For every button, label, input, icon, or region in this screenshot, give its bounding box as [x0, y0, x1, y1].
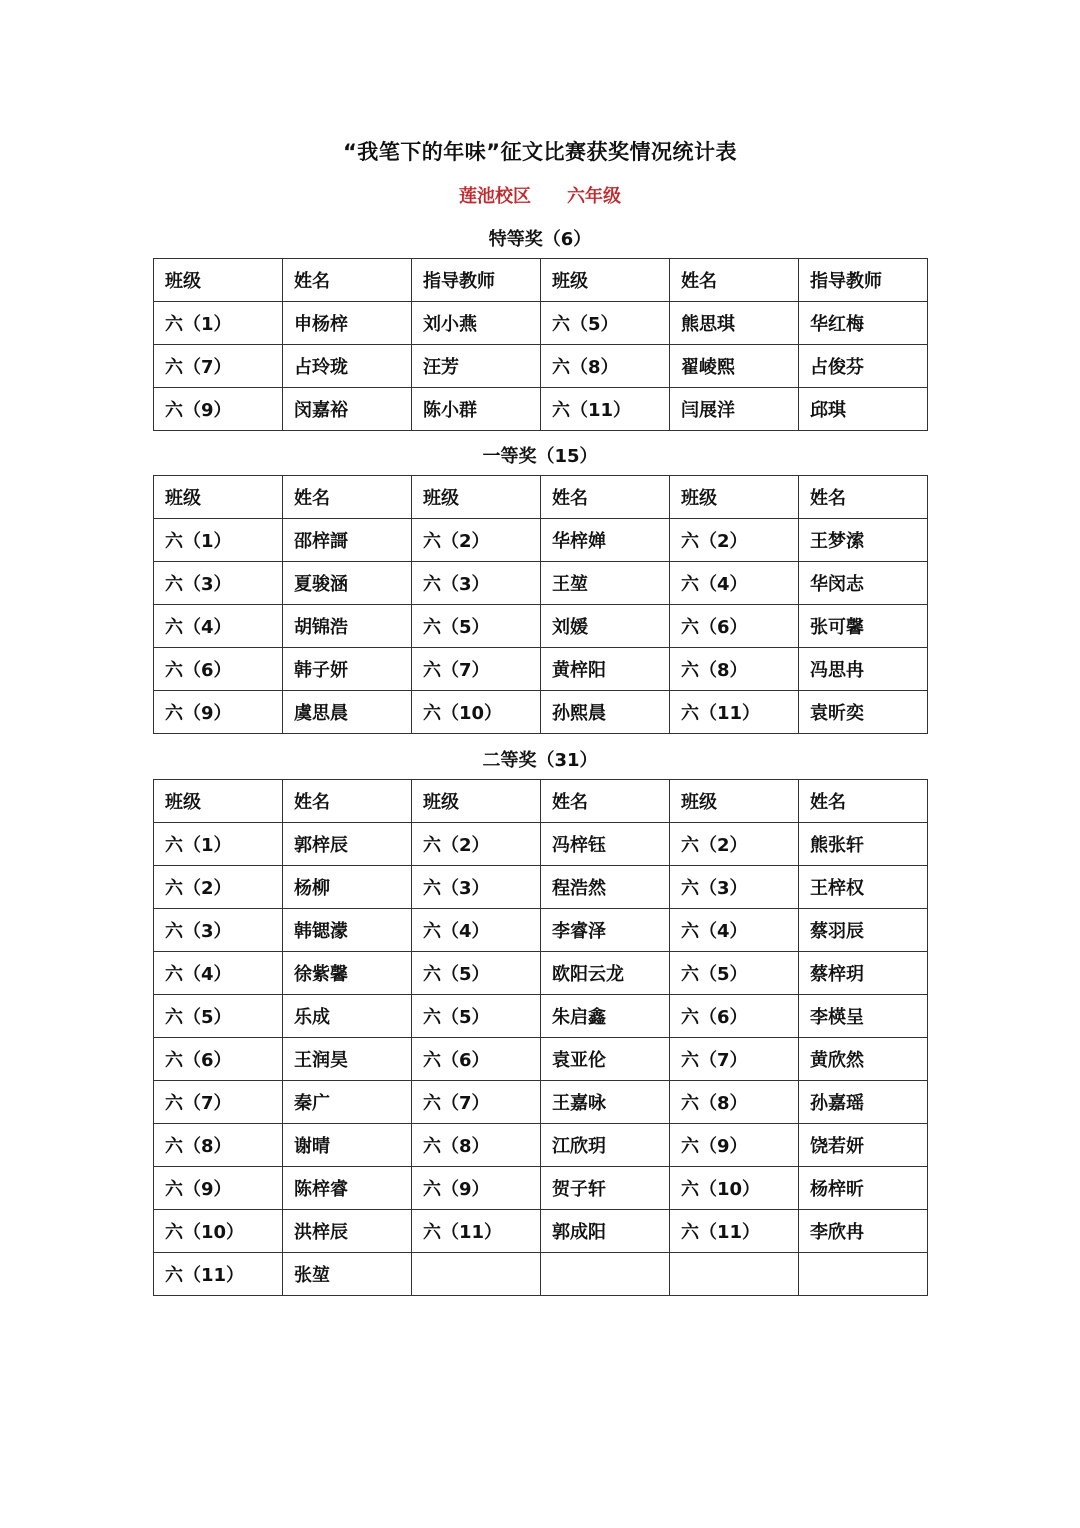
table-cell: 六（6） [670, 605, 799, 648]
table-cell: 蔡羽辰 [799, 909, 928, 952]
table-row [154, 345, 928, 388]
table-cell: 袁昕奕 [799, 691, 928, 734]
table-row [154, 909, 928, 952]
table-cell: 六（4） [412, 909, 541, 952]
table-row [154, 519, 928, 562]
column-header: 班级 [541, 259, 670, 302]
column-header: 班级 [154, 780, 283, 823]
table-cell: 六（10） [412, 691, 541, 734]
table-cell: 张堃 [283, 1253, 412, 1296]
table-cell: 六（6） [670, 995, 799, 1038]
table-row [154, 866, 928, 909]
grade-label: 六年级 [567, 186, 621, 207]
table-cell [799, 1253, 928, 1296]
table-cell: 六（2） [670, 823, 799, 866]
table-cell: 黄欣然 [799, 1038, 928, 1081]
class-cell: 朱启鑫 [541, 995, 670, 1038]
class-cell: 六（5） [541, 302, 670, 345]
table-cell: 杨柳 [283, 866, 412, 909]
table-cell: 洪梓辰 [283, 1210, 412, 1253]
class-cell: 六（7） [154, 1081, 283, 1124]
table-cell: 王梦溹 [799, 519, 928, 562]
table-cell: 熊思琪 [670, 302, 799, 345]
table-cell: 徐紫馨 [283, 952, 412, 995]
table-cell: 熊张轩 [799, 823, 928, 866]
table-cell: 占玲珑 [283, 345, 412, 388]
table-cell: 陈小群 [412, 388, 541, 431]
table-cell: 郭梓辰 [283, 823, 412, 866]
class-cell: 六（5） [154, 995, 283, 1038]
table-cell: 邱琪 [799, 388, 928, 431]
table-cell: 六（8） [670, 1081, 799, 1124]
table-cell: 刘小燕 [412, 302, 541, 345]
table-cell: 韩锶濛 [283, 909, 412, 952]
class-cell: 冯梓钰 [541, 823, 670, 866]
table-cell: 六（8） [412, 1124, 541, 1167]
table-header-row [154, 780, 928, 823]
table-cell: 翟崚熙 [670, 345, 799, 388]
table-cell: 六（5） [412, 995, 541, 1038]
column-header: 指导教师 [412, 259, 541, 302]
special-award-heading: 特等奖（6） [488, 229, 592, 250]
campus-label: 莲池校区 [459, 186, 531, 207]
class-cell: 六（3） [154, 909, 283, 952]
table-cell: 六（3） [670, 866, 799, 909]
table-cell: 夏骏涵 [283, 562, 412, 605]
table-cell: 六（11） [412, 1210, 541, 1253]
class-cell: 六（8） [154, 1124, 283, 1167]
class-cell: 程浩然 [541, 866, 670, 909]
table-cell: 六（11） [670, 1210, 799, 1253]
table-cell: 华闵志 [799, 562, 928, 605]
column-header: 姓名 [283, 476, 412, 519]
column-header: 姓名 [799, 476, 928, 519]
column-header: 姓名 [541, 780, 670, 823]
document-title: “我笔下的年味”征文比赛获奖情况统计表 [342, 140, 738, 164]
class-cell: 六（1） [154, 519, 283, 562]
table-cell: 王润昊 [283, 1038, 412, 1081]
column-header: 姓名 [283, 780, 412, 823]
class-cell: 六（1） [154, 823, 283, 866]
table-cell: 谢晴 [283, 1124, 412, 1167]
class-cell [541, 1253, 670, 1296]
class-cell: 袁亚伦 [541, 1038, 670, 1081]
column-header: 姓名 [670, 259, 799, 302]
class-cell: 六（10） [154, 1210, 283, 1253]
column-header: 班级 [412, 780, 541, 823]
table-cell: 李楧呈 [799, 995, 928, 1038]
table-cell: 六（9） [412, 1167, 541, 1210]
class-cell: 郭成阳 [541, 1210, 670, 1253]
table-cell: 六（4） [670, 562, 799, 605]
table-cell: 六（2） [412, 823, 541, 866]
table-row [154, 1210, 928, 1253]
class-cell: 贺子轩 [541, 1167, 670, 1210]
column-header: 指导教师 [799, 259, 928, 302]
column-header: 班级 [670, 476, 799, 519]
table-cell: 邵梓謌 [283, 519, 412, 562]
table-cell: 虞思晨 [283, 691, 412, 734]
class-cell: 六（2） [154, 866, 283, 909]
class-cell: 六（11） [541, 388, 670, 431]
table-cell: 华红梅 [799, 302, 928, 345]
class-cell: 六（4） [154, 952, 283, 995]
table-cell: 六（7） [670, 1038, 799, 1081]
column-header: 班级 [670, 780, 799, 823]
table-cell: 六（3） [412, 866, 541, 909]
column-header: 班级 [154, 476, 283, 519]
class-cell: 孙熙晨 [541, 691, 670, 734]
table-cell [412, 1253, 541, 1296]
second-award-heading: 二等奖（31） [482, 750, 598, 771]
column-header: 班级 [412, 476, 541, 519]
table-row [154, 952, 928, 995]
table-cell: 申杨梓 [283, 302, 412, 345]
class-cell: 黄梓阳 [541, 648, 670, 691]
table-cell: 六（5） [412, 605, 541, 648]
table-cell: 闫展洋 [670, 388, 799, 431]
class-cell: 王嘉咏 [541, 1081, 670, 1124]
class-cell: 六（6） [154, 648, 283, 691]
column-header: 姓名 [799, 780, 928, 823]
class-cell: 欧阳云龙 [541, 952, 670, 995]
table-row [154, 1167, 928, 1210]
second-award-table [153, 779, 928, 1296]
table-row [154, 823, 928, 866]
table-row [154, 388, 928, 431]
subtitle [0, 182, 1080, 208]
table-cell: 蔡梓玥 [799, 952, 928, 995]
table-cell: 六（7） [412, 1081, 541, 1124]
table-cell: 六（5） [412, 952, 541, 995]
column-header: 班级 [154, 259, 283, 302]
table-cell: 孙嘉瑶 [799, 1081, 928, 1124]
table-cell: 乐成 [283, 995, 412, 1038]
table-header-row [154, 476, 928, 519]
table-cell: 六（4） [670, 909, 799, 952]
table-cell: 六（7） [412, 648, 541, 691]
class-cell: 六（9） [154, 388, 283, 431]
table-cell: 张可馨 [799, 605, 928, 648]
table-row [154, 995, 928, 1038]
table-cell: 六（8） [670, 648, 799, 691]
table-cell: 汪芳 [412, 345, 541, 388]
table-cell: 王梓权 [799, 866, 928, 909]
class-cell: 六（7） [154, 345, 283, 388]
table-cell: 冯思冉 [799, 648, 928, 691]
special-award-table [153, 258, 928, 431]
class-cell: 六（6） [154, 1038, 283, 1081]
table-cell [670, 1253, 799, 1296]
table-row [154, 648, 928, 691]
table-cell: 胡锦浩 [283, 605, 412, 648]
class-cell: 六（11） [154, 1253, 283, 1296]
table-row [154, 605, 928, 648]
table-cell: 陈梓睿 [283, 1167, 412, 1210]
table-cell: 六（10） [670, 1167, 799, 1210]
class-cell: 六（4） [154, 605, 283, 648]
table-row [154, 1038, 928, 1081]
class-cell: 华梓婵 [541, 519, 670, 562]
table-cell: 韩子妍 [283, 648, 412, 691]
class-cell: 六（1） [154, 302, 283, 345]
table-row [154, 1081, 928, 1124]
table-cell: 六（2） [670, 519, 799, 562]
table-cell: 闵嘉裕 [283, 388, 412, 431]
column-header: 姓名 [283, 259, 412, 302]
class-cell: 刘媛 [541, 605, 670, 648]
table-row [154, 1253, 928, 1296]
table-cell: 六（5） [670, 952, 799, 995]
table-cell: 占俊芬 [799, 345, 928, 388]
class-cell: 李睿泽 [541, 909, 670, 952]
first-award-heading: 一等奖（15） [482, 446, 598, 467]
class-cell: 六（8） [541, 345, 670, 388]
table-cell: 李欣冉 [799, 1210, 928, 1253]
table-cell: 六（6） [412, 1038, 541, 1081]
class-cell: 六（3） [154, 562, 283, 605]
table-row [154, 562, 928, 605]
table-row [154, 691, 928, 734]
class-cell: 六（9） [154, 691, 283, 734]
table-cell: 秦广 [283, 1081, 412, 1124]
table-cell: 六（3） [412, 562, 541, 605]
class-cell: 王堃 [541, 562, 670, 605]
table-cell: 杨梓昕 [799, 1167, 928, 1210]
table-cell: 六（9） [670, 1124, 799, 1167]
table-row [154, 1124, 928, 1167]
first-award-table [153, 475, 928, 734]
table-header-row [154, 259, 928, 302]
table-cell: 六（11） [670, 691, 799, 734]
class-cell: 六（9） [154, 1167, 283, 1210]
table-cell: 六（2） [412, 519, 541, 562]
column-header: 姓名 [541, 476, 670, 519]
class-cell: 江欣玥 [541, 1124, 670, 1167]
table-cell: 饶若妍 [799, 1124, 928, 1167]
table-row [154, 302, 928, 345]
